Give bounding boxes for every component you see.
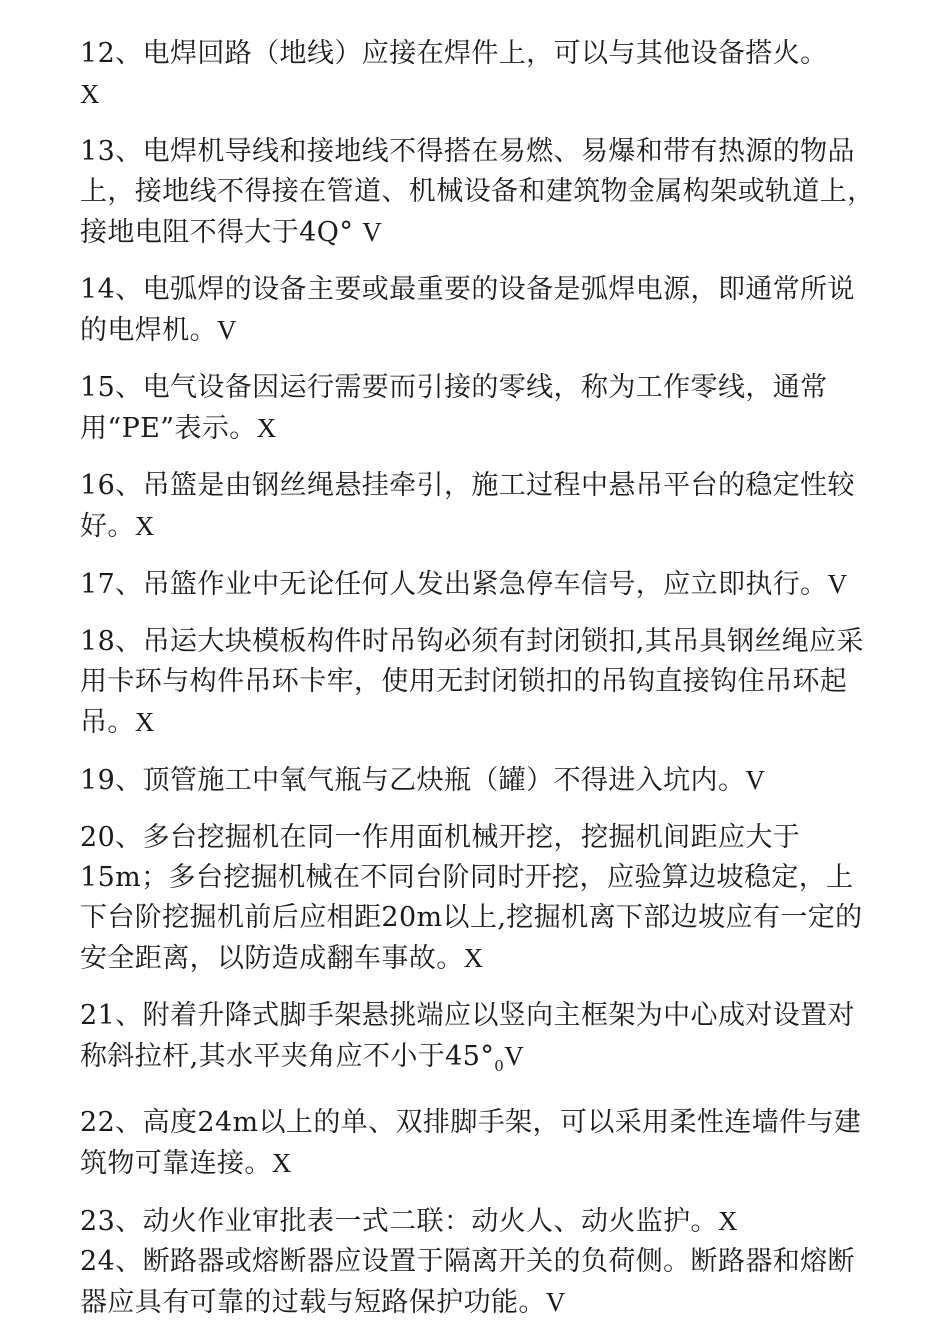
question-text: 电弧焊的设备主要或最重要的设备是弧焊电源，即通常所说的电焊机。: [80, 274, 855, 346]
answer-mark: V: [362, 217, 383, 247]
answer-mark: X: [463, 943, 484, 973]
question-number: 16、: [80, 470, 143, 501]
question-number: 12、: [80, 38, 143, 69]
answer-mark: X: [717, 1206, 738, 1236]
answer-mark: V: [545, 1287, 566, 1317]
question-item-24: [80, 1242, 880, 1323]
question-number: 18、: [80, 626, 143, 657]
answer-mark: X: [134, 707, 155, 737]
question-number: 15、: [80, 372, 143, 403]
question-item-19: [80, 760, 880, 801]
question-item-13: [80, 132, 880, 253]
answer-mark: X: [134, 511, 155, 541]
question-item-14: [80, 270, 880, 351]
answer-mark: X: [80, 79, 100, 109]
question-item-12: [80, 34, 880, 115]
question-text: 吊运大块模板构件时吊钩必须有封闭锁扣,其吊具钢丝绳应采用卡环与构件吊环卡牢，使用无封闭锁扣的吊钩直接钩住吊环起吊。: [80, 626, 864, 738]
answer-mark: V: [827, 569, 848, 599]
question-item-18: [80, 622, 880, 743]
question-text: 电焊回路（地线）应接在焊件上，可以与其他设备搭火。: [142, 38, 828, 69]
question-text: 多台挖掘机在同一作用面机械开挖，挖掘机间距应大于15m；多台挖掘机械在不同台阶同时开挖，应验算边坡稳定，上下台阶挖掘机前后应相距20m以上,挖掘机离下部边坡应有一定的安全距离，以防造成翻车事故。: [80, 822, 863, 974]
question-text: 电气设备因运行需要而引接的零线，称为工作零线，通常用“PE”表示。: [80, 372, 828, 444]
question-number: 22、: [80, 1107, 143, 1138]
question-item-21: [80, 996, 880, 1086]
question-text: 断路器或熔断器应设置于隔离开关的负荷侧。断路器和熔断器应具有可靠的过载与短路保护功能。: [80, 1246, 855, 1318]
question-text: 顶管施工中氧气瓶与乙炔瓶（罐）不得进入坑内。: [142, 765, 746, 796]
question-item-23: [80, 1201, 880, 1242]
question-number: 14、: [80, 274, 143, 305]
question-number: 23、: [80, 1206, 143, 1237]
question-list: [80, 34, 880, 1340]
question-text: 电焊机导线和接地线不得搭在易燃、易爆和带有热源的物品上，接地线不得接在管道、机械设备和建筑物金属构架或轨道上，接地电阻不得大于4Q°: [80, 136, 875, 248]
question-number: 24、: [80, 1246, 143, 1277]
answer-mark: V: [504, 1041, 525, 1071]
question-text: 高度24m以上的单、双排脚手架，可以采用柔性连墙件与建筑物可靠连接。: [80, 1107, 862, 1179]
question-number: 17、: [80, 569, 143, 600]
question-number: 19、: [80, 765, 143, 796]
question-number: 20、: [80, 822, 143, 853]
question-item-22: [80, 1103, 880, 1184]
answer-mark: V: [217, 315, 237, 345]
question-item-20: [80, 818, 880, 979]
question-item-17: [80, 564, 880, 605]
question-text: 吊篮是由钢丝绳悬挂牵引，施工过程中悬吊平台的稳定性较好。: [80, 470, 855, 542]
answer-mark: X: [256, 413, 277, 443]
answer-mark: V: [745, 765, 766, 795]
subscript-mark: 0: [494, 1057, 505, 1075]
question-text: 附着升降式脚手架悬挑端应以竖向主框架为中心成对设置对称斜拉杆,其水平夹角应不小于45°: [80, 1000, 855, 1072]
question-text: 吊篮作业中无论任何人发出紧急停车信号，应立即执行。: [142, 569, 828, 600]
answer-mark: X: [271, 1148, 292, 1178]
question-text: 动火作业审批表一式二联：动火人、动火监护。: [142, 1206, 718, 1237]
question-item-16: [80, 466, 880, 547]
question-item-15: [80, 368, 880, 449]
question-number: 21、: [80, 1000, 143, 1031]
question-number: 13、: [80, 136, 143, 167]
